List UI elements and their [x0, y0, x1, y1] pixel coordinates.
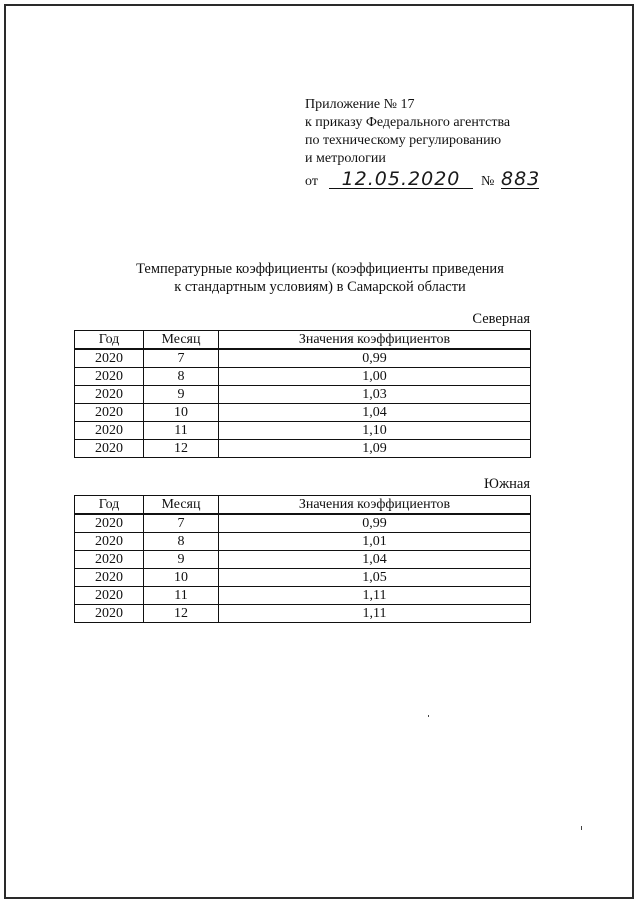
- cell-month: 12: [144, 605, 219, 623]
- cell-value: 1,04: [219, 551, 531, 569]
- cell-year: 2020: [75, 404, 144, 422]
- table-row: [75, 349, 531, 368]
- table-row: [75, 533, 531, 551]
- annex-line-1: Приложение № 17: [305, 97, 415, 112]
- cell-year: 2020: [75, 605, 144, 623]
- table-row: [75, 386, 531, 404]
- table-row: [75, 422, 531, 440]
- header-coefficient: Значения коэффициентов: [219, 496, 531, 515]
- cell-value: 1,00: [219, 368, 531, 386]
- cell-year: 2020: [75, 533, 144, 551]
- table-header-row: [75, 331, 531, 350]
- order-date: 12.05.2020: [329, 170, 473, 189]
- cell-value: 1,03: [219, 386, 531, 404]
- title-line-2: к стандартным условиям) в Самарской области: [174, 279, 466, 295]
- cell-value: 1,11: [219, 605, 531, 623]
- table-header-row: [75, 496, 531, 515]
- cell-month: 10: [144, 569, 219, 587]
- table-row: [75, 514, 531, 533]
- cell-value: 0,99: [219, 349, 531, 368]
- coefficient-table-south: [74, 495, 531, 623]
- region-label-north: Северная: [472, 311, 530, 327]
- cell-year: 2020: [75, 551, 144, 569]
- scan-speck: [581, 826, 582, 830]
- cell-year: 2020: [75, 569, 144, 587]
- table-row: [75, 605, 531, 623]
- annex-line-4: и метрологии: [305, 151, 386, 166]
- table-row: [75, 587, 531, 605]
- header-year: Год: [75, 331, 144, 350]
- table-row: [75, 569, 531, 587]
- table-row: [75, 404, 531, 422]
- cell-value: 1,09: [219, 440, 531, 458]
- cell-month: 7: [144, 349, 219, 368]
- number-label: №: [481, 174, 495, 189]
- cell-year: 2020: [75, 422, 144, 440]
- table-row: [75, 551, 531, 569]
- cell-month: 11: [144, 587, 219, 605]
- cell-year: 2020: [75, 587, 144, 605]
- coefficient-table-north: [74, 330, 531, 458]
- title-line-1: Температурные коэффициенты (коэффициенты приведения: [136, 261, 504, 277]
- order-number: 883: [501, 168, 541, 190]
- table-row: [75, 368, 531, 386]
- region-label-south: Южная: [484, 476, 530, 492]
- cell-year: 2020: [75, 514, 144, 533]
- cell-value: 0,99: [219, 514, 531, 533]
- cell-year: 2020: [75, 349, 144, 368]
- cell-value: 1,01: [219, 533, 531, 551]
- header-year: Год: [75, 496, 144, 515]
- table-row: [75, 440, 531, 458]
- cell-month: 8: [144, 533, 219, 551]
- header-coefficient: Значения коэффициентов: [219, 331, 531, 350]
- cell-month: 9: [144, 386, 219, 404]
- cell-month: 9: [144, 551, 219, 569]
- cell-value: 1,10: [219, 422, 531, 440]
- cell-value: 1,11: [219, 587, 531, 605]
- from-label: от: [305, 174, 318, 189]
- cell-year: 2020: [75, 386, 144, 404]
- cell-value: 1,05: [219, 569, 531, 587]
- cell-year: 2020: [75, 440, 144, 458]
- scan-speck: [428, 715, 429, 717]
- cell-year: 2020: [75, 368, 144, 386]
- cell-month: 8: [144, 368, 219, 386]
- document-title: [0, 260, 640, 296]
- annex-line-3: по техническому регулированию: [305, 133, 502, 148]
- annex-header: [305, 96, 541, 192]
- header-month: Месяц: [144, 496, 219, 515]
- annex-line-2: к приказу Федерального агентства: [305, 115, 511, 130]
- cell-month: 10: [144, 404, 219, 422]
- cell-month: 12: [144, 440, 219, 458]
- cell-value: 1,04: [219, 404, 531, 422]
- order-line: [305, 168, 541, 192]
- cell-month: 7: [144, 514, 219, 533]
- header-month: Месяц: [144, 331, 219, 350]
- cell-month: 11: [144, 422, 219, 440]
